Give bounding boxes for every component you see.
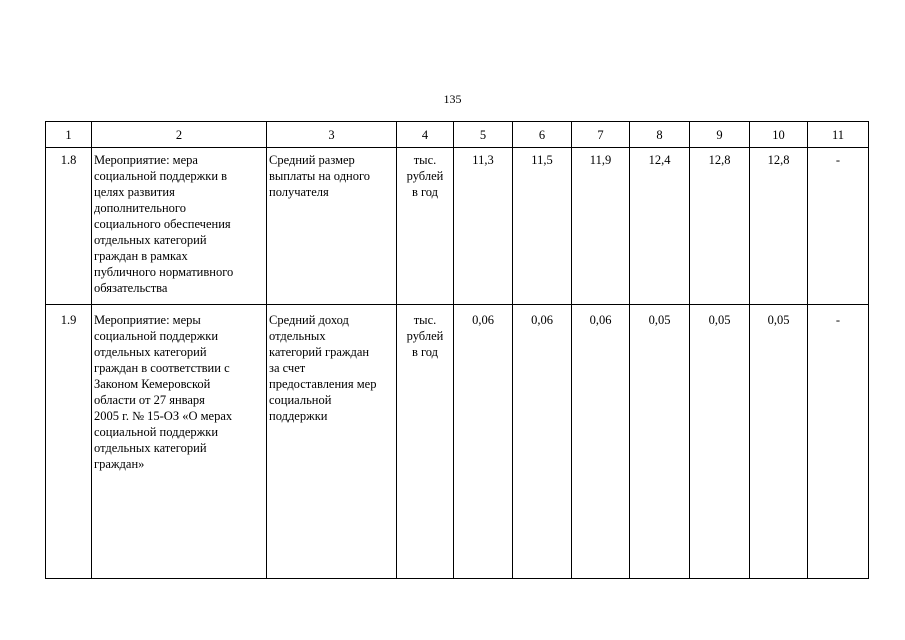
text-line: социального обеспечения	[94, 217, 231, 231]
text-line: социальной	[269, 393, 332, 407]
row-number: 1.8	[46, 148, 92, 305]
column-header: 8	[630, 122, 690, 148]
text-line: рублей	[406, 329, 444, 343]
value-cell: 12,4	[630, 148, 690, 305]
row-number: 1.9	[46, 305, 92, 579]
text-line: обязательства	[94, 281, 168, 295]
text-line: получателя	[269, 185, 329, 199]
value-cell: 0,06	[513, 305, 572, 579]
value-cell: 11,5	[513, 148, 572, 305]
column-header: 7	[572, 122, 630, 148]
column-header: 9	[690, 122, 750, 148]
text-line: предоставления мер	[269, 377, 377, 391]
text-line: отдельных категорий	[94, 233, 207, 247]
column-header: 3	[267, 122, 397, 148]
text-line: 2005 г. № 15-ОЗ «О мерах	[94, 409, 233, 423]
column-header: 10	[750, 122, 808, 148]
text-line: отдельных категорий	[94, 441, 207, 455]
column-header: 6	[513, 122, 572, 148]
header-row	[46, 122, 869, 148]
text-line: отдельных категорий	[94, 345, 207, 359]
text-line: граждан»	[94, 457, 145, 471]
text-line: области от 27 января	[94, 393, 205, 407]
value-cell: 0,05	[750, 305, 808, 579]
text-line: дополнительного	[94, 201, 186, 215]
text-line: категорий граждан	[269, 345, 370, 359]
text-line: тыс.	[413, 313, 437, 327]
value-cell: 0,06	[454, 305, 513, 579]
text-line: поддержки	[269, 409, 328, 423]
text-line: Мероприятие: мера	[94, 153, 198, 167]
text-line: Средний размер	[269, 153, 355, 167]
value-cell: 0,05	[630, 305, 690, 579]
indicator-cell	[267, 305, 397, 579]
value-cell: 11,3	[454, 148, 513, 305]
text-line: тыс.	[413, 153, 437, 167]
column-header: 5	[454, 122, 513, 148]
text-line: публичного нормативного	[94, 265, 234, 279]
measure-cell	[92, 305, 267, 579]
text-line: граждан в рамках	[94, 249, 188, 263]
data-table	[45, 121, 869, 579]
text-line: Законом Кемеровской	[94, 377, 211, 391]
page-number: 135	[443, 92, 462, 106]
value-cell: -	[808, 305, 869, 579]
value-cell: -	[808, 148, 869, 305]
table-row	[46, 148, 869, 305]
column-header: 2	[92, 122, 267, 148]
text-line: Мероприятие: меры	[94, 313, 201, 327]
text-line: Средний доход	[269, 313, 349, 327]
measure-cell	[92, 148, 267, 305]
text-line: социальной поддержки в	[94, 169, 228, 183]
text-line: за счет	[269, 361, 306, 375]
value-cell: 0,05	[690, 305, 750, 579]
column-header: 1	[46, 122, 92, 148]
text-line: в год	[411, 345, 439, 359]
column-header: 4	[397, 122, 454, 148]
column-header: 11	[808, 122, 869, 148]
text-line: граждан в соответствии с	[94, 361, 230, 375]
unit-cell	[397, 305, 454, 579]
unit-cell	[397, 148, 454, 305]
table-row	[46, 305, 869, 579]
value-cell: 12,8	[690, 148, 750, 305]
value-cell: 11,9	[572, 148, 630, 305]
indicator-cell	[267, 148, 397, 305]
text-line: целях развития	[94, 185, 175, 199]
text-line: отдельных	[269, 329, 326, 343]
value-cell: 12,8	[750, 148, 808, 305]
value-cell: 0,06	[572, 305, 630, 579]
text-line: рублей	[406, 169, 444, 183]
text-line: социальной поддержки	[94, 329, 219, 343]
text-line: социальной поддержки	[94, 425, 219, 439]
text-line: выплаты на одного	[269, 169, 371, 183]
text-line: в год	[411, 185, 439, 199]
